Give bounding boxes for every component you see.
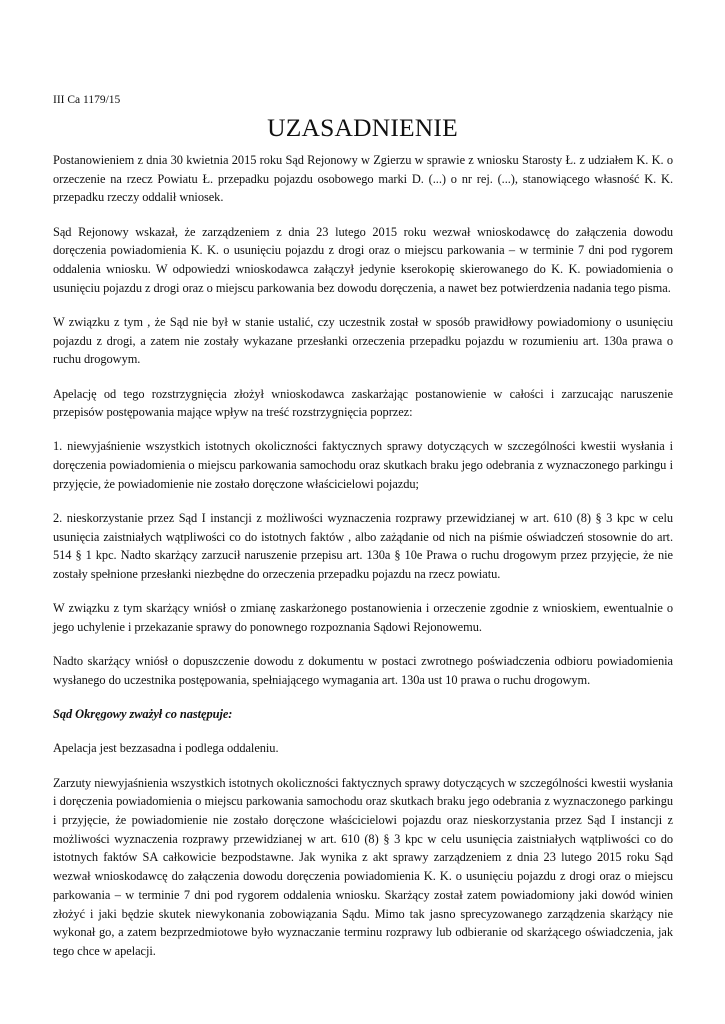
paragraph-verdict: Apelacja jest bezzasadna i podlega oddaleniu. bbox=[53, 741, 279, 756]
paragraph-court-reasoning: Sąd Rejonowy wskazał, że zarządzeniem z dnia 23 lutego 2015 roku wezwał wnioskodawcę do załączenia dowodu doręczenia powiadomienia K. K. o usunięciu pojazdu z drogi oraz o miejscu parkowania – w terminie 7 dni pod rygorem oddalenia wniosku. W odpowiedzi wnioskodawca załączył jedynie kserokopię skierowanego do K. K. powiadomienia o usunięciu pojazdu z drogi oraz o miejscu parkowania bez dowodu doręczenia, a nawet bez potwierdzenia nadania tego pisma. bbox=[53, 224, 673, 295]
paragraph-charge-1: 1. niewyjaśnienie wszystkich istotnych okoliczności faktycznych sprawy dotyczących w szczególności kwestii wysłania i doręczenia powiadomienia o miejscu parkowania samochodu oraz skutkach braku jego odebrania z wyznaczonego parkingu i przyjęcie, że powiadomienie nie zostało doręczone właścicielowi pojazdu; bbox=[53, 439, 673, 491]
document-body bbox=[53, 151, 673, 976]
paragraph-motion: W związku z tym skarżący wniósł o zmianę zaskarżonego postanowienia i orzeczenie zgodnie z wnioskiem, ewentualnie o jego uchylenie i przekazanie sprawy do ponownego rozpoznania Sądowi Rejonowemu. bbox=[53, 601, 673, 635]
section-heading: Sąd Okręgowy zważył co następuje: bbox=[53, 707, 233, 722]
document-title: UZASADNIENIE bbox=[267, 113, 458, 142]
case-number: III Ca 1179/15 bbox=[53, 94, 121, 106]
paragraph-decision: Postanowieniem z dnia 30 kwietnia 2015 roku Sąd Rejonowy w Zgierzu w sprawie z wniosku Starosty Ł. z udziałem K. K. o orzeczenie na rzecz Powiatu Ł. przepadku pojazdu osobowego marki D. (...) o nr rej. (...), stanowiącego własność K. K. przepadku rzeczy oddalił wniosek. bbox=[53, 153, 673, 205]
paragraph-appeal: Apelację od tego rozstrzygnięcia złożył wnioskodawca zaskarżając postanowienie w całości i zarzucając naruszenie przepisów postępowania mające wpływ na treść rozstrzygnięcia poprzez: bbox=[53, 386, 673, 420]
paragraph-analysis: Zarzuty niewyjaśnienia wszystkich istotnych okoliczności faktycznych sprawy dotyczących w szczególności kwestii wysłania i doręczenia powiadomienia o miejscu parkowania samochodu oraz skutkach braku jego odebrania z wyznaczonego parkingu i przyjęcie, że powiadomienie nie zostało doręczone właścicielowi pojazdu oraz nieskorzystania przez Sąd I instancji z możliwości wyznaczenia rozprawy przewidzianej w art. 610 (8) § 3 kpc w celu usunięcia zaistniałych wątpliwości co do istotnych faktów SA całkowicie bezpodstawne. Jak wynika z akt sprawy zarządzeniem z dnia 23 lutego 2015 roku Sąd wezwał wnioskodawcę do załączenia dowodu doręczenia powiadomienia K. K. o usunięciu pojazdu z drogi oraz o miejscu parkowania – w terminie 7 dni pod rygorem oddalenia wniosku. Skarżący został zatem powiadomiony jaki dowód winien złożyć i jaki będzie skutek niewykonania zobowiązania Sądu. Mimo tak jasno sprecyzowanego zarządzenia skarżący nie wykonał go, a zatem bezprzedmiotowe było wyznaczanie terminu rozprawy lub odbieranie od skarżącego oświadczenia, jak tego chce w apelacji. bbox=[53, 775, 673, 958]
paragraph-conclusion: W związku z tym , że Sąd nie był w stanie ustalić, czy uczestnik został w sposób prawidłowy powiadomiony o usunięciu pojazdu z drogi, a zatem nie zostały wykazane przesłanki orzeczenia przepadku pojazdu w rozumieniu art. 130a prawa o ruchu drogowym. bbox=[53, 314, 673, 367]
paragraph-evidence-motion: Nadto skarżący wniósł o dopuszczenie dowodu z dokumentu w postaci zwrotnego poświadczenia odbioru powiadomienia wysłanego do uczestnika postępowania, spełniającego wymagania art. 130a ust 10 prawa o ruchu drogowym. bbox=[53, 654, 673, 687]
paragraph-charge-2: 2. nieskorzystanie przez Sąd I instancji z możliwości wyznaczenia rozprawy przewidzianej w art. 610 (8) § 3 kpc w celu usunięcia zaistniałych wątpliwości co do istotnych faktów , albo zażądanie od nich na piśmie oświadczeń stosownie do art. 514 § 1 kpc. Nadto skarżący zarzucił naruszenie przepisu art. 130a § 10e Prawa o ruchu drogowym przez przyjęcie, że nie zostały spełnione przesłanki niezbędne do orzeczenia przepadku pojazdu na rzecz powiatu. bbox=[53, 511, 673, 582]
